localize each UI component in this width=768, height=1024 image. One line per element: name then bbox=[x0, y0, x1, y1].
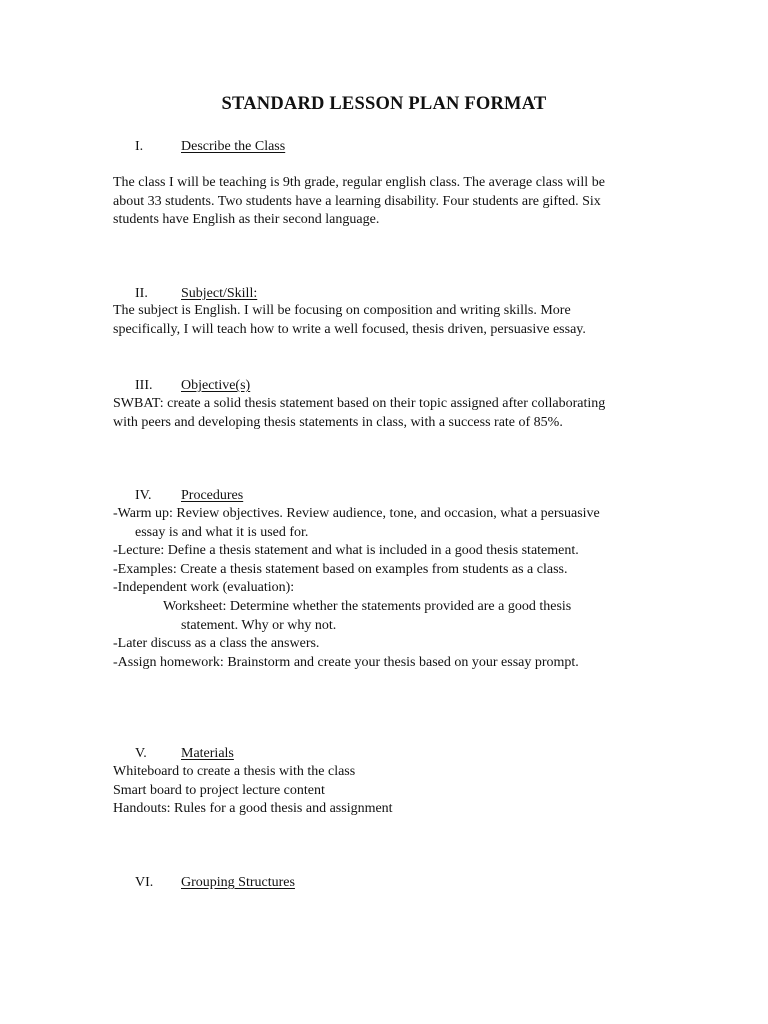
section-number: III. bbox=[135, 378, 153, 393]
body-line: -Independent work (evaluation): bbox=[113, 580, 295, 596]
section-title: Procedures bbox=[181, 488, 244, 503]
body-line: -Lecture: Define a thesis statement and what is included in a good thesis statement. bbox=[113, 543, 579, 559]
section-heading-describe-class bbox=[113, 137, 673, 157]
body-line: SWBAT: create a solid thesis statement based on their topic assigned after collaborating bbox=[113, 396, 606, 411]
body-line: with peers and developing thesis statements in class, with a success rate of 85%. bbox=[113, 414, 563, 430]
section-number: IV. bbox=[135, 488, 152, 503]
section-title: Materials bbox=[181, 746, 234, 761]
section-body-objectives bbox=[113, 395, 673, 432]
body-line: specifically, I will teach how to write a well focused, thesis driven, persuasive essay. bbox=[113, 321, 586, 337]
body-line: students have English as their second language. bbox=[113, 212, 380, 228]
section-body-subject-skill bbox=[113, 302, 673, 339]
body-line: Worksheet: Determine whether the statements provided are a good thesis bbox=[163, 598, 572, 614]
body-line: Smart board to project lecture content bbox=[113, 782, 325, 798]
body-line: The subject is English. I will be focusing on composition and writing skills. More bbox=[113, 303, 571, 318]
section-body-materials bbox=[113, 763, 673, 819]
section-title: Objective(s) bbox=[181, 378, 251, 393]
body-line: -Assign homework: Brainstorm and create your thesis based on your essay prompt. bbox=[113, 654, 579, 670]
section-number: I. bbox=[135, 139, 144, 154]
section-number: V. bbox=[135, 746, 147, 761]
section-title: Describe the Class bbox=[181, 139, 286, 154]
body-line: Whiteboard to create a thesis with the class bbox=[113, 764, 356, 779]
section-heading-objectives bbox=[113, 376, 673, 396]
section-heading-subject-skill bbox=[113, 284, 673, 304]
body-line: -Warm up: Review objectives. Review audience, tone, and occasion, what a persuasive bbox=[113, 506, 600, 521]
section-body-describe-class bbox=[113, 174, 673, 230]
page-title: STANDARD LESSON PLAN FORMAT bbox=[221, 94, 547, 114]
body-line: about 33 students. Two students have a learning disability. Four students are gifted. Six bbox=[113, 193, 601, 209]
section-number: II. bbox=[135, 286, 148, 301]
section-heading-materials bbox=[113, 744, 673, 764]
body-line: The class I will be teaching is 9th grade, regular english class. The average class will be bbox=[113, 175, 605, 190]
section-body-procedures bbox=[113, 505, 673, 672]
body-line: -Later discuss as a class the answers. bbox=[113, 636, 320, 652]
body-line: essay is and what it is used for. bbox=[135, 524, 309, 540]
section-title: Grouping Structures bbox=[181, 875, 295, 890]
body-line: -Examples: Create a thesis statement based on examples from students as a class. bbox=[113, 561, 568, 577]
section-heading-procedures bbox=[113, 486, 673, 506]
body-line: statement. Why or why not. bbox=[181, 617, 337, 633]
section-heading-grouping-structures bbox=[113, 873, 673, 893]
section-number: VI. bbox=[135, 875, 154, 890]
body-line: Handouts: Rules for a good thesis and assignment bbox=[113, 801, 393, 817]
section-title: Subject/Skill: bbox=[181, 286, 258, 301]
